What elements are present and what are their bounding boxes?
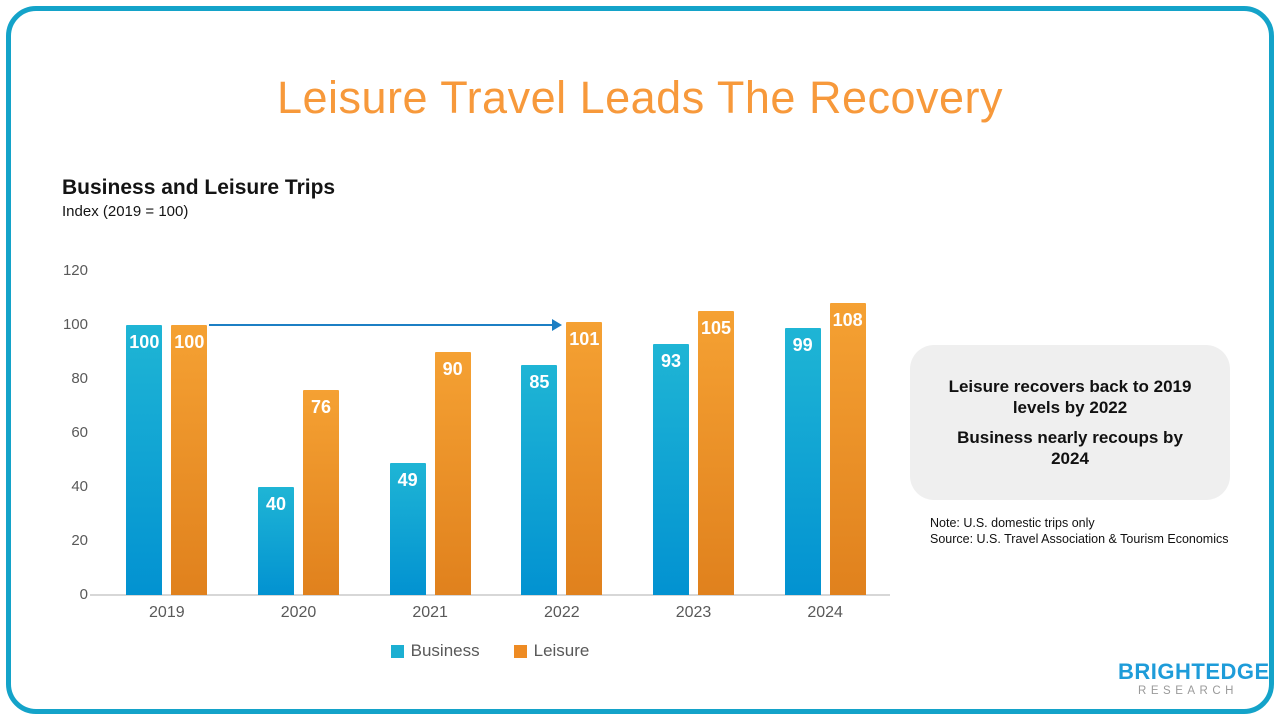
bar-leisure-2023	[698, 311, 734, 595]
bar-value-label: 105	[700, 318, 732, 338]
bar-business-2019	[126, 325, 162, 595]
bar-business-2021	[390, 463, 426, 595]
callout-line-1: Leisure recovers back to 2019 levels by 2022	[948, 377, 1192, 417]
note-line: Note: U.S. domestic trips only	[930, 516, 1095, 530]
bar-value-label: 100	[174, 332, 205, 352]
y-axis-tick-80: 80	[71, 370, 88, 387]
chart-subtitle: Index (2019 = 100)	[62, 203, 189, 220]
legend-swatch-leisure	[514, 645, 527, 658]
x-axis-label-2024: 2024	[807, 604, 843, 621]
bar-leisure-2022	[566, 322, 602, 595]
callout-box	[910, 345, 1230, 500]
bar-value-label: 99	[792, 335, 813, 355]
annotation-arrow-line	[209, 324, 553, 326]
y-axis-tick-20: 20	[71, 532, 88, 549]
bar-value-label: 108	[832, 310, 863, 330]
bar-leisure-2019	[171, 325, 207, 595]
brand-logo-sub: RESEARCH	[1138, 685, 1238, 697]
brand-logo	[1118, 659, 1270, 699]
y-axis-tick-40: 40	[71, 478, 88, 495]
bar-business-2022	[521, 365, 557, 595]
chart-title: Business and Leisure Trips	[62, 176, 336, 199]
bar-value-label: 85	[529, 372, 550, 392]
y-axis-tick-100: 100	[62, 316, 88, 333]
y-axis-tick-0: 0	[79, 586, 88, 603]
bar-value-label: 40	[265, 494, 287, 514]
x-axis-label-2023: 2023	[675, 604, 712, 621]
bar-value-label: 90	[442, 359, 463, 379]
bar-value-label: 93	[660, 351, 682, 371]
callout-line-2: Business nearly recoups by 2024	[957, 428, 1183, 468]
bar-value-label: 100	[129, 332, 160, 352]
legend-swatch-business	[391, 645, 404, 658]
legend-item-leisure	[514, 641, 590, 661]
bar-value-label: 101	[569, 329, 600, 349]
source-line: Source: U.S. Travel Association & Tourism Economics	[930, 532, 1229, 546]
x-axis-label-2019: 2019	[149, 604, 185, 621]
legend-label: Leisure	[533, 641, 590, 660]
bar-business-2020	[258, 487, 294, 595]
bar-leisure-2021	[435, 352, 471, 595]
bar-value-label: 49	[397, 470, 418, 490]
source-notes	[930, 515, 1229, 547]
annotation-arrow-head	[552, 319, 562, 331]
bar-business-2024	[785, 328, 821, 595]
page-title: Leisure Travel Leads The Recovery	[276, 72, 1004, 123]
x-axis-label-2022: 2022	[544, 604, 580, 621]
x-axis-line	[90, 594, 890, 596]
y-axis-tick-120: 120	[62, 262, 88, 279]
legend-item-business	[391, 641, 480, 661]
legend-label: Business	[410, 641, 480, 660]
bar-leisure-2020	[303, 390, 339, 595]
y-axis-tick-60: 60	[71, 424, 88, 441]
chart-legend	[95, 641, 885, 661]
bar-value-label: 76	[310, 397, 332, 417]
bar-business-2023	[653, 344, 689, 595]
brand-logo-name: BRIGHTEDGE	[1118, 659, 1270, 684]
x-axis-label-2020: 2020	[280, 604, 317, 621]
x-axis-label-2021: 2021	[412, 604, 448, 621]
bar-leisure-2024	[830, 303, 866, 595]
